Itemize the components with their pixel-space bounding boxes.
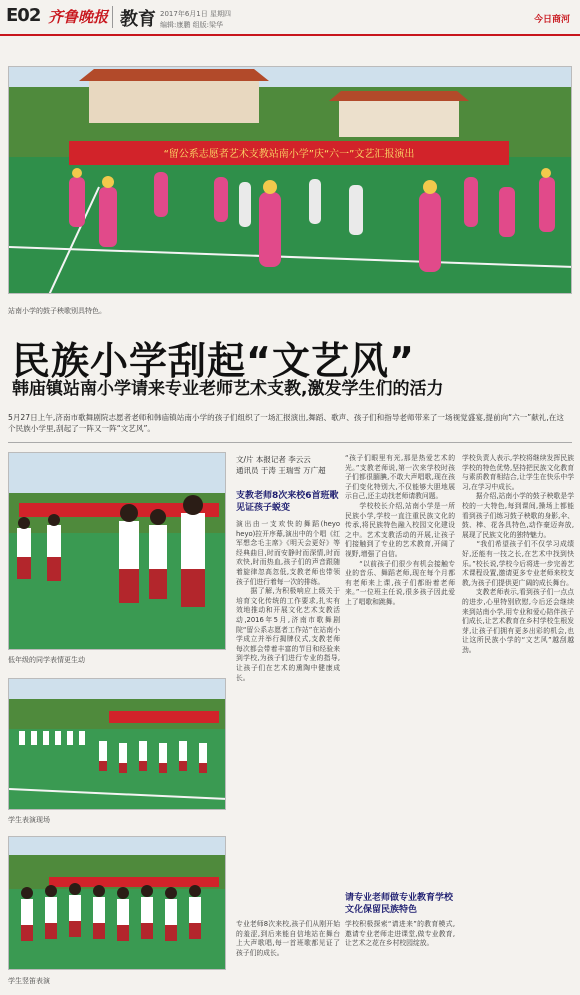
section-subhead-2: 请专业老师做专业教育学校文化保留民族特色 xyxy=(345,893,454,915)
photo-caption-1: 低年级的同学表情更生动 xyxy=(8,656,85,664)
editor-line: 编辑:康鹏 组版:梁华 xyxy=(160,21,223,29)
article-lead: 5月27日上午,济南市歌舞剧院志愿者老师和韩庙镇站南小学的孩子们组织了一场汇报演出,舞蹈、歌声、孩子们和指导老师带来了一场视觉盛宴,提前向“六一”献礼,在这个民族小学里,刮起了一阵又一阵“文艺风”。 xyxy=(8,413,564,433)
page-header xyxy=(0,0,580,36)
photo-performance-scene xyxy=(8,678,226,810)
byline xyxy=(236,454,340,476)
body-column-2-continued: 学校积极探索“请进来”的教育模式,邀请专业老师走进课堂,做专业教育,让艺术之花在乡村校园绽放。 xyxy=(345,920,455,948)
article-headline: 民族小学刮起“文艺风” xyxy=(12,339,415,383)
article-subhead: 韩庙镇站南小学请来专业老师艺术支教,激发学生们的活力 xyxy=(12,379,444,399)
date-line: 2017年6月1日 星期四 xyxy=(160,10,231,18)
body-column-3: 学校负责人表示,学校将继续发挥民族学校的特色优势,坚持把民族文化教育与素质教育相结合,让学生在快乐中学习,在学习中成长。 据介绍,站南小学的鼓子秧歌是学校的一大特色,每到课间,操场上都能看到孩子们练习鼓子秧歌的身影,伞、鼓、棒、花各具特色,动作豪迈奔放,展现了民族文化的独特魅力。 “我们希望孩子们不仅学习成绩好,还能有一技之长,在艺术中找到快乐。”校长说,学校今后将进一步完善艺术课程设置,邀请更多专业老师来校支教,为孩子们提供更广阔的成长舞台。 支教老师表示,看到孩子们一点点的进步,心里特别欣慰,今后还会继续来到站南小学,用专业和爱心陪伴孩子们成长,让艺术教育在乡村学校生根发芽,让孩子们拥有更多出彩的机会,也让这所民族小学的“文艺风”越刮越劲。 xyxy=(462,454,574,654)
photo-caption-2: 学生表演现场 xyxy=(8,816,50,824)
photo-young-students xyxy=(8,452,226,650)
hero-caption: 站南小学的鼓子秧歌别具特色。 xyxy=(8,307,106,315)
lead-divider xyxy=(8,442,572,443)
hero-photo xyxy=(8,66,572,294)
section-subhead-1: 支教老师8次来校6首班歌见证孩子蜕变 xyxy=(236,491,339,513)
body-column-1: 演出由一支欢快的舞蹈(heyo heyo)拉开序幕,演出中的个唱《红军想念毛主席》《明天会更好》等经典曲目,时而安静时而深情,时而欢快,时而热血,孩子们的声音跟随着旋律忽高忽低,支教老师也带领孩子们进行着每一次的排练。 据了解,为积极响应上级关于培育文化传统的工作要求,扎实有效地推动和开展文化艺术支教活动,2016年5月,济南市歌舞剧院“留公系志愿者工作站”在站南小学成立并举行揭牌仪式,支教老师每次都会带着丰富的节目和经验来到学校,为孩子们进行专业的指导,让孩子们在艺术的熏陶中健康成长。 xyxy=(236,520,340,682)
byline-correspondents: 通讯员 于涛 王瑞雪 万广超 xyxy=(236,466,326,475)
body-column-1-continued: 专业老师8次来校,孩子们从刚开始的羞涩,到后来能自信地站在舞台上大声歌唱,每一首班歌都见证了孩子们的成长。 xyxy=(236,920,340,957)
photo-young-students-illustration xyxy=(9,453,226,650)
hero-banner-text: “留公系志愿者艺术支教站南小学”庆“六一”文艺汇报演出 xyxy=(163,149,415,160)
header-region-label: 今日商河 xyxy=(533,15,570,25)
header-divider xyxy=(112,6,113,28)
photo-performance-scene-illustration xyxy=(9,679,226,810)
photo-recorder-performance xyxy=(8,836,226,970)
photo-recorder-performance-illustration xyxy=(9,837,226,970)
section-title: 教育 xyxy=(120,9,156,30)
hero-photo-illustration xyxy=(9,67,572,294)
byline-reporter: 文/片 本报记者 李云云 xyxy=(236,455,311,464)
photo-caption-3: 学生竖笛表演 xyxy=(8,977,50,985)
body-column-2: “孩子们眼里有光,那是热爱艺术的光。”支教老师说,第一次来学校时孩子们都很腼腆,不敢大声唱歌,现在孩子们变化特别大,不仅能够大胆地展示自己,还主动找老师请教问题。 学校校长介绍,站南小学是一所民族小学,学校一直注重民族文化的传承,将民族特色融入校园文化建设之中。艺术支教活动的开展,让孩子们接触到了专业的艺术教育,开阔了视野,增强了自信。 “以前孩子们很少有机会接触专业的音乐、舞蹈老师,现在每个月都有老师来上课,孩子们都盼着老师来。”一位班主任说,很多孩子因此爱上了唱歌和跳舞。 xyxy=(345,454,455,606)
newspaper-masthead: 齐鲁晚报 xyxy=(48,8,109,26)
page-number: E02 xyxy=(6,5,41,26)
